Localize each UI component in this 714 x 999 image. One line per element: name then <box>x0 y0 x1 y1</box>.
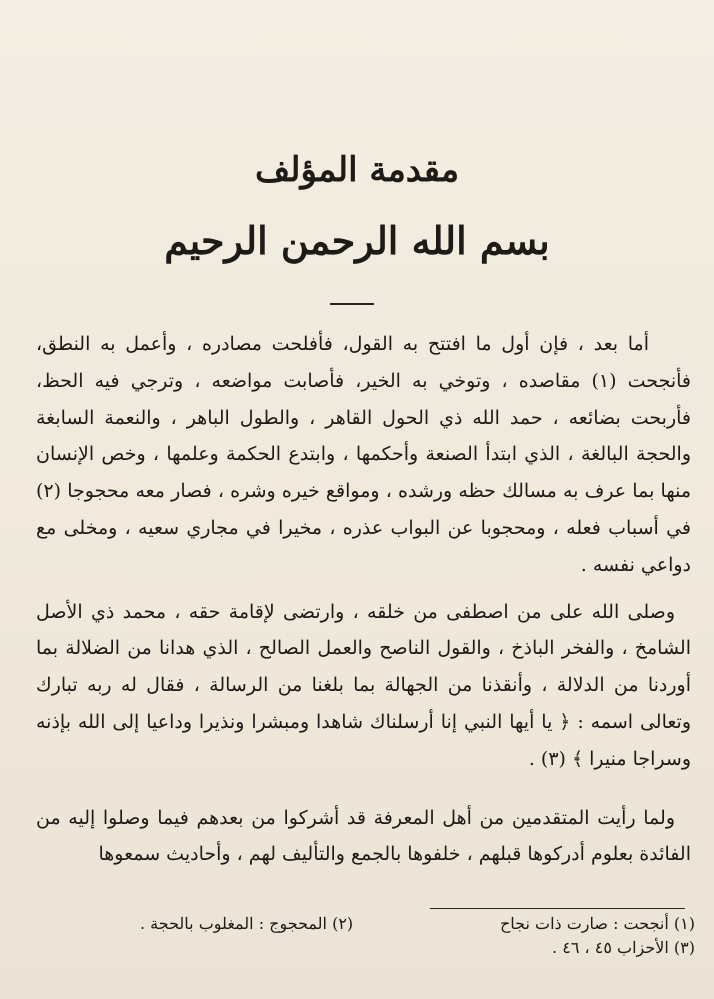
footnote-3: (٣) الأحزاب ٤٥ ، ٤٦ . <box>552 938 695 957</box>
body-text <box>36 326 691 873</box>
title-divider <box>330 303 374 305</box>
paragraph-3: ولما رأيت المتقدمين من أهل المعرفة قد أشركوا من بعدهم فيما وصلوا إليه من الفائدة بعلوم أدركوها قبلهم ، خلفوها بالجمع والتأليف لهم ، وأحاديث سمعوها <box>36 806 691 866</box>
footnotes <box>140 912 695 960</box>
paragraph-1: أما بعد ، فإن أول ما افتتح به القول، فأفلحت مصادره ، وأعمل به النطق، فأنجحت (١) مقاصده ، وتوخي به الخير، فأصابت مواضعه ، وترجي فيه الحظ، فأربحت بضائعه ، حمد الله ذي الحول القاهر ، والطول الباهر ، والنعمة السابغة والحجة البالغة ، الذي ابتدأ الصنعة وأحكمها ، وابتدع الحكمة وعلمها ، وخص الإنسان منها بما عرف به مسالك حظه ورشده ، ومواقع خيره وشره ، فصار معه محجوجا (٢) في أسباب فعله ، ومحجوبا عن البواب عذره ، مخيرا في مجاري سعيه ، ومخلى مع دواعي نفسه . <box>36 333 691 576</box>
basmala: بسم الله الرحمن الرحيم <box>164 218 550 263</box>
paragraph-2: وصلى الله على من اصطفى من خلقه ، وارتضى لإقامة حقه ، محمد ذي الأصل الشامخ ، والفخر الباذخ ، والقول الناصح والعمل الصالح ، الذي هدانا من الضلالة بما أوردنا من الدلالة ، وأنقذنا من الجهالة بما بلغنا من الرسالة ، فقال له ربه تبارك وتعالى اسمه : ﴿ يا أيها النبي إنا أرسلناك شاهدا ومبشرا ونذيرا وداعيا إلى الله بإذنه وسراجا منيرا ﴾ (٣) . <box>36 600 691 770</box>
footnote-row <box>140 912 695 936</box>
footnote-row <box>140 936 695 960</box>
footnote-2: (٢) المحجوج : المغلوب بالحجة . <box>140 914 354 933</box>
footnote-divider <box>430 908 685 909</box>
page-title: مقدمة المؤلف <box>254 150 460 190</box>
footnote-1: (١) أنجحت : صارت ذات نجاح <box>499 914 695 933</box>
